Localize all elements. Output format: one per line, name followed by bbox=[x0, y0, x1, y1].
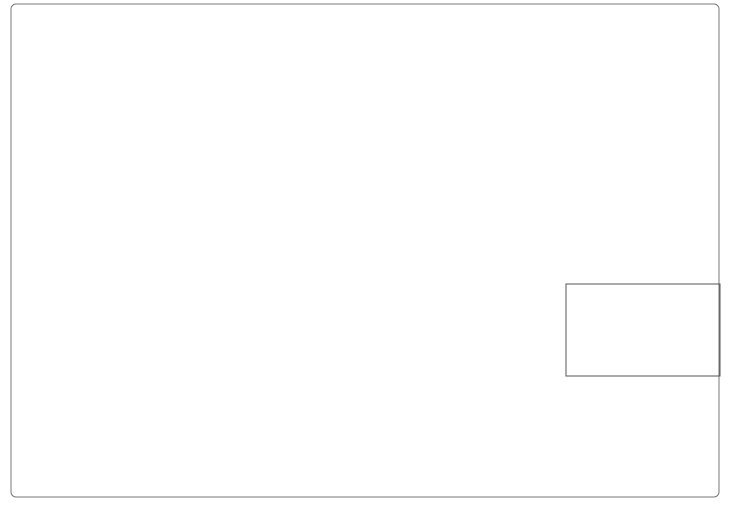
rs232-port bbox=[566, 284, 720, 376]
outer-frame bbox=[11, 4, 719, 497]
